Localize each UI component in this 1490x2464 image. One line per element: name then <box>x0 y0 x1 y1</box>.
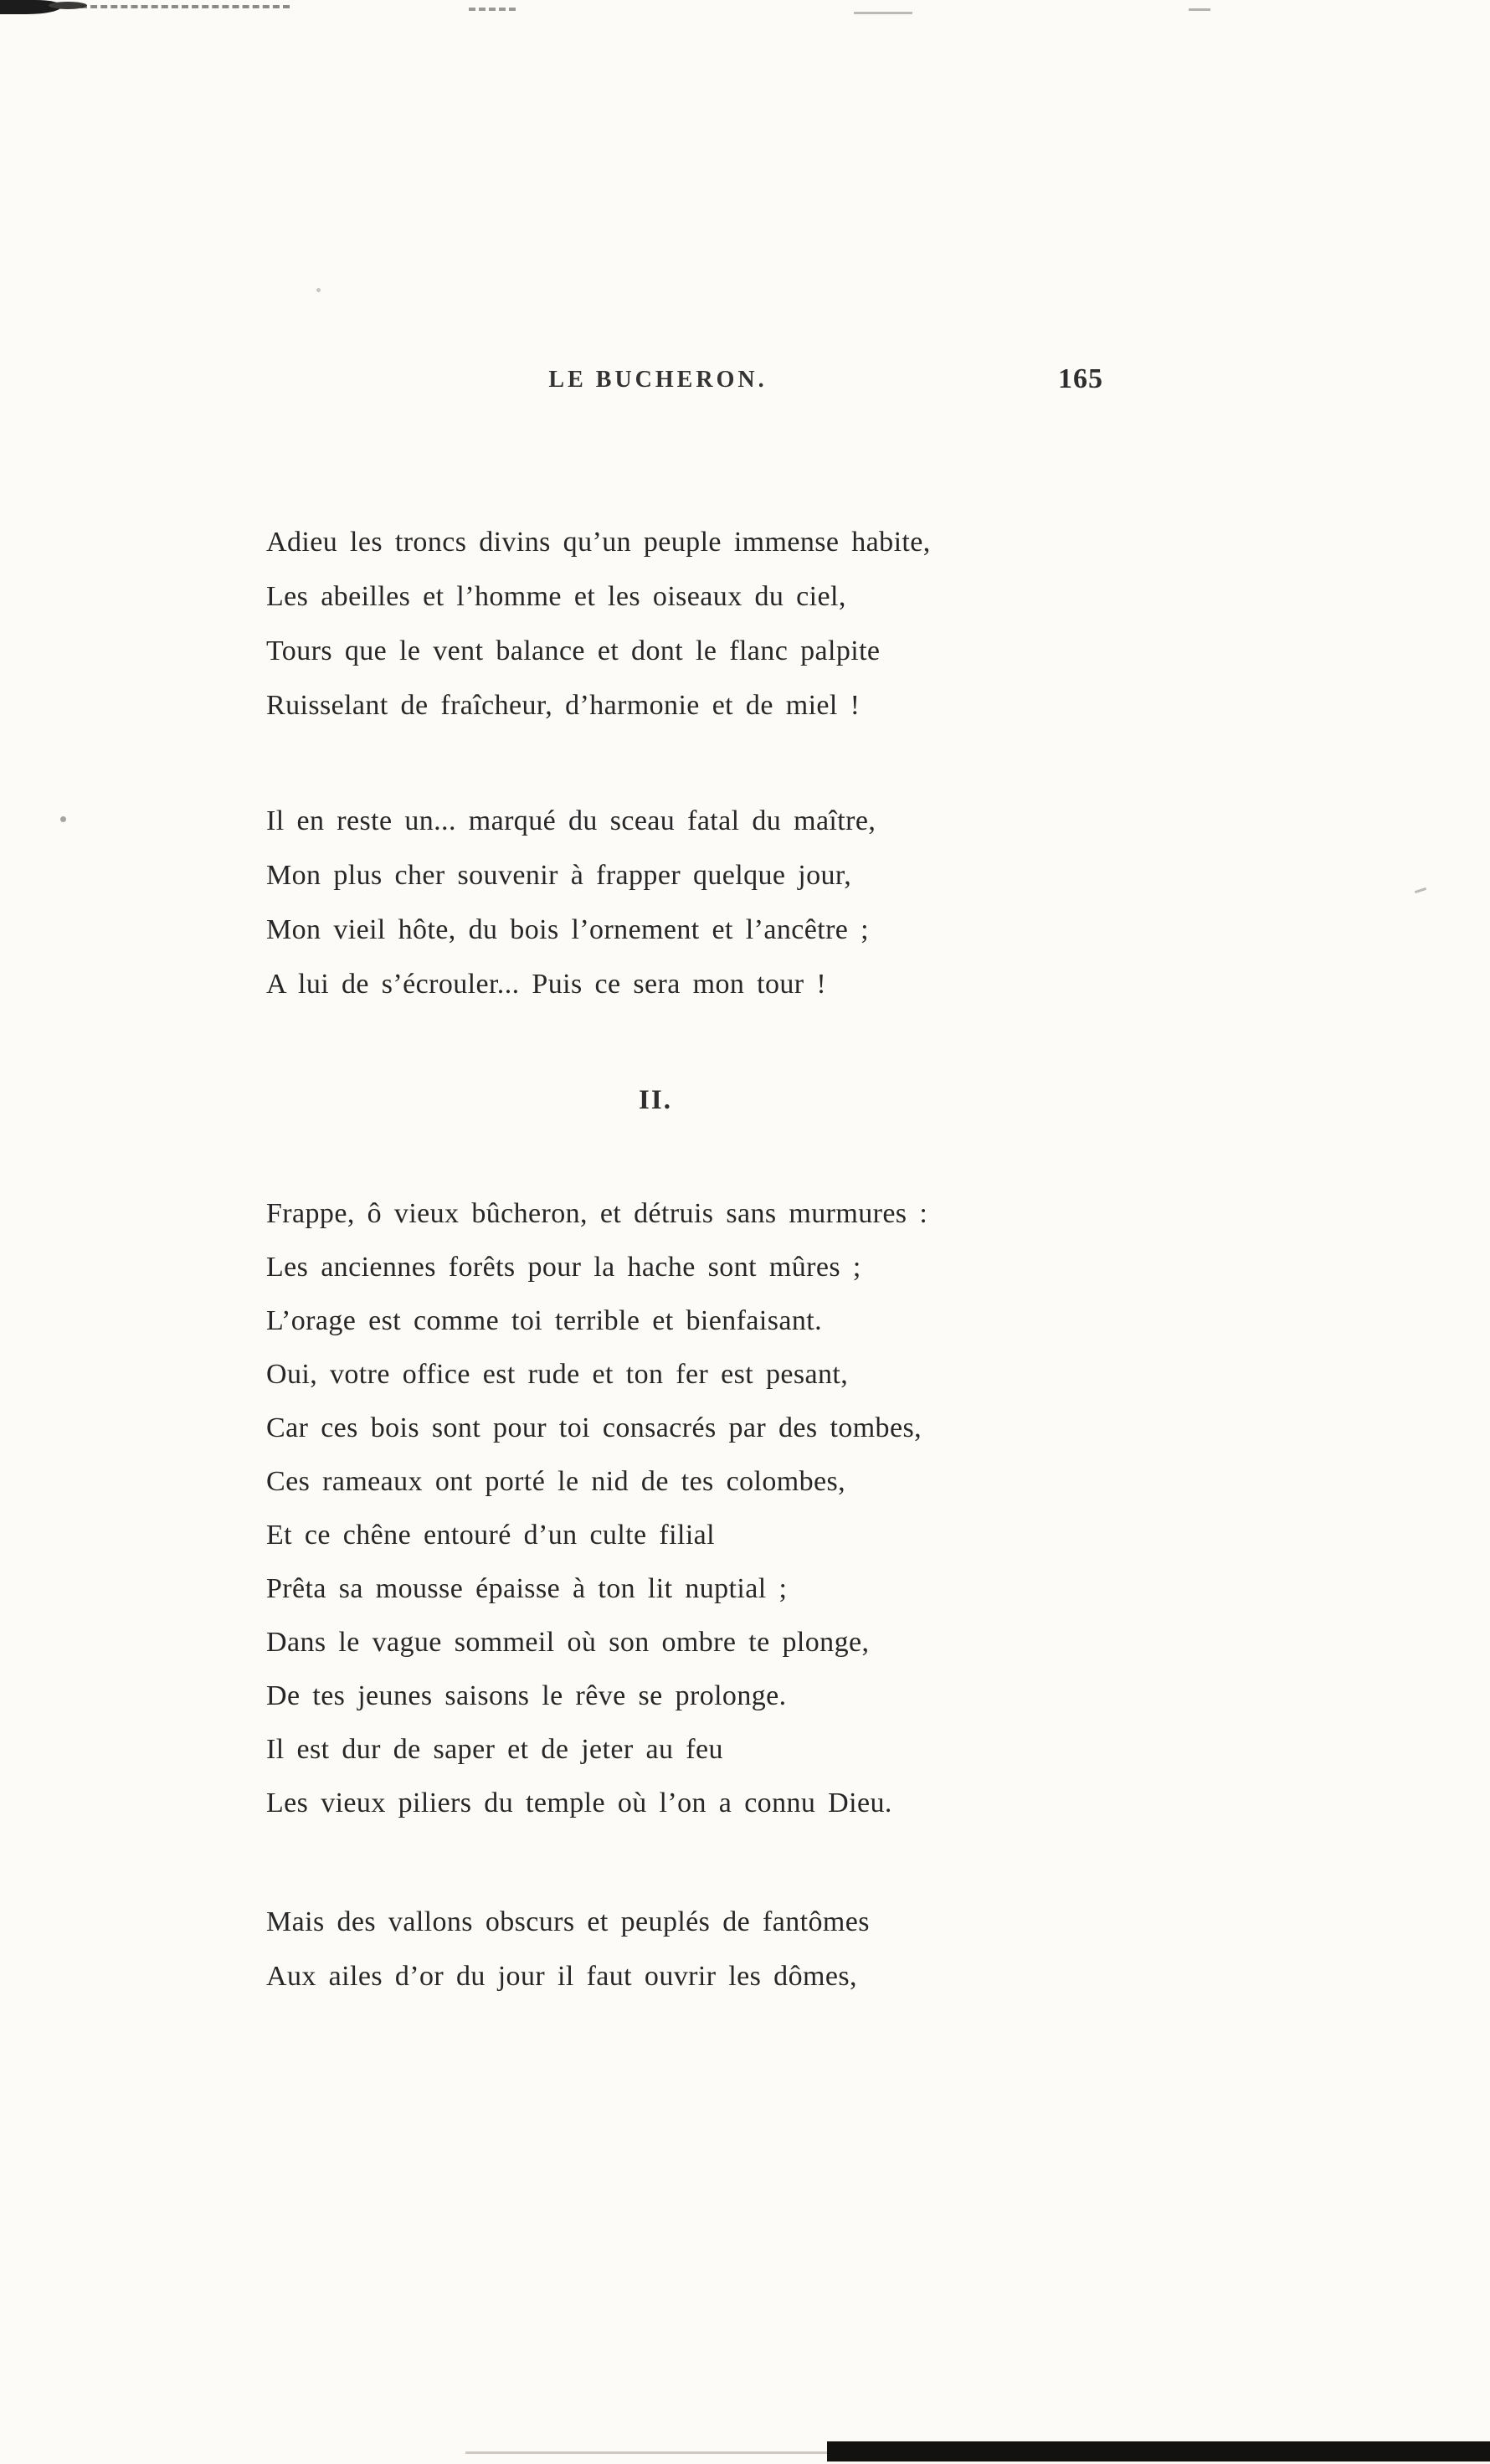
scan-artifact-dash <box>1189 8 1210 11</box>
scan-speck <box>1415 887 1426 893</box>
poem-line: Il en reste un... marqué du sceau fatal du maître, <box>266 805 876 836</box>
stanza-1 <box>266 515 1103 733</box>
scan-speck <box>60 816 66 822</box>
poem-line: Dans le vague sommeil où son ombre te plonge, <box>266 1627 870 1658</box>
stanza-3 <box>266 1187 1103 1830</box>
running-title: LE BUCHERON. <box>548 367 768 393</box>
poem-line: Oui, votre office est rude et ton fer est pesant, <box>266 1359 849 1390</box>
section-heading: II. <box>639 1085 672 1115</box>
poem-line: Aux ailes d’or du jour il faut ouvrir les dômes, <box>266 1961 857 1992</box>
scan-artifact-dash <box>469 8 516 11</box>
poem-line: Il est dur de saper et de jeter au feu <box>266 1734 723 1765</box>
poem-line: Frappe, ô vieux bûcheron, et détruis sans murmures : <box>266 1198 928 1229</box>
scan-artifact-dashed-line <box>80 5 290 8</box>
poem-line: Mon vieil hôte, du bois l’ornement et l’ancêtre ; <box>266 914 870 945</box>
stanza-2 <box>266 794 1103 1011</box>
poem-line: Car ces bois sont pour toi consacrés par des tombes, <box>266 1412 922 1443</box>
poem-line: Et ce chêne entouré d’un culte filial <box>266 1520 716 1551</box>
scan-artifact-bottom-bar <box>827 2441 1490 2461</box>
poem-line: Prêta sa mousse épaisse à ton lit nuptial ; <box>266 1573 788 1604</box>
stanza-4 <box>266 1895 1103 2004</box>
poem-line: Ces rameaux ont porté le nid de tes colombes, <box>266 1466 845 1497</box>
poem-line: Ruisselant de fraîcheur, d’harmonie et de miel ! <box>266 690 861 721</box>
poem-line: Les anciennes forêts pour la hache sont mûres ; <box>266 1252 861 1283</box>
poem-line: Les abeilles et l’homme et les oiseaux du ciel, <box>266 581 846 612</box>
poem-line: A lui de s’écrouler... Puis ce sera mon tour ! <box>266 969 827 1000</box>
poem-line: De tes jeunes saisons le rêve se prolonge. <box>266 1680 787 1711</box>
poem-line: Mais des vallons obscurs et peuplés de fantômes <box>266 1906 870 1937</box>
poem-line: Adieu les troncs divins qu’un peuple immense habite, <box>266 527 931 558</box>
poem-line: Mon plus cher souvenir à frapper quelque jour, <box>266 860 852 891</box>
page-header <box>266 363 1103 404</box>
scan-artifact-faint-line <box>465 2451 829 2454</box>
scan-speck <box>316 288 321 292</box>
poem-line: L’orage est comme toi terrible et bienfaisant. <box>266 1305 822 1336</box>
poem-line: Tours que le vent balance et dont le flanc palpite <box>266 635 881 666</box>
page-number: 165 <box>1058 363 1103 394</box>
poem-line: Les vieux piliers du temple où l’on a connu Dieu. <box>266 1788 892 1818</box>
scan-artifact-dash <box>854 12 912 14</box>
